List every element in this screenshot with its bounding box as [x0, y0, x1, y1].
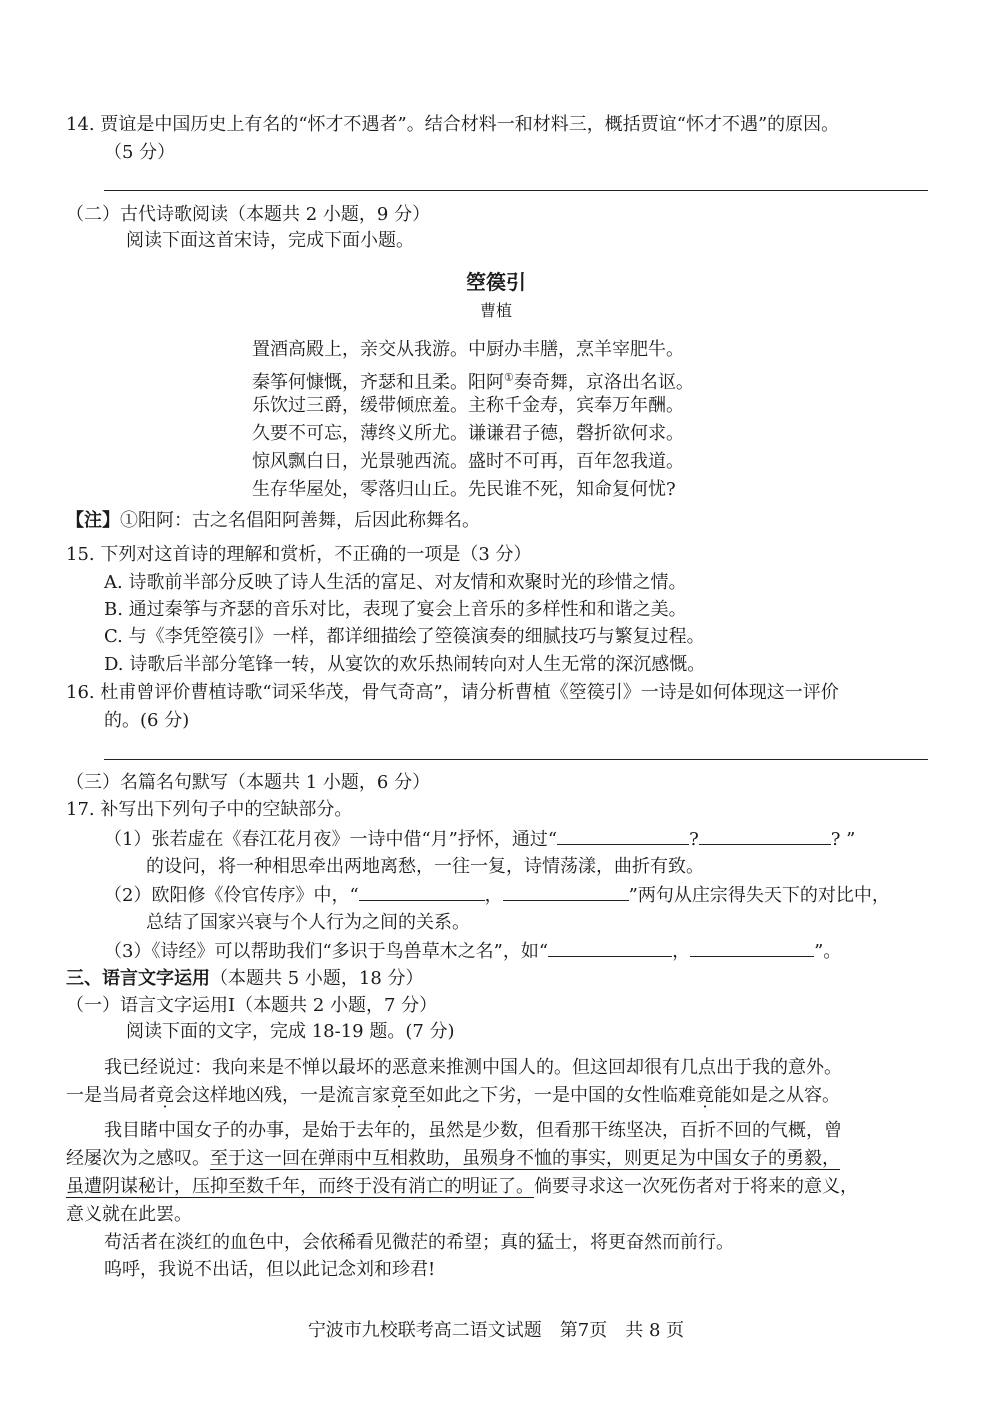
- poem-line-4: 久要不可忘，薄终义所尤。谦谦君子德，磬折欲何求。: [252, 423, 684, 444]
- poem-line-3: 乐饮过三爵，缓带倾庶羞。主称千金寿，宾奉万年酬。: [252, 395, 684, 416]
- q17-stem: 17. 补写出下列句子中的空缺部分。: [66, 799, 353, 820]
- q14-answer-line[interactable]: [104, 190, 928, 191]
- part3-heading: 三、语言文字运用（本题共 5 小题，18 分）: [66, 968, 424, 989]
- underlined-sentence-part2: 虽遭阴谋秘计，压抑至数千年，而终于没有消亡的明证了。: [66, 1176, 534, 1197]
- poem-author: 曹植: [479, 301, 512, 320]
- q17-blank-4[interactable]: [503, 882, 629, 901]
- passage-p1-line2: 一是当局者竟会这样地凶残，一是流言家竟至如此之下劣，一是中国的女性临难竟能如是之从容。: [66, 1085, 840, 1106]
- note-marker: ①: [504, 371, 514, 384]
- poem-title: 箜篌引: [466, 270, 526, 294]
- section2-heading: （二）古代诗歌阅读（本题共 2 小题，9 分）: [66, 204, 431, 225]
- q15-option-c[interactable]: C. 与《李凭箜篌引》一样，都详细描绘了箜篌演奏的细腻技巧与繁复过程。: [104, 626, 705, 647]
- q15-option-b[interactable]: B. 通过秦筝与齐瑟的音乐对比，表现了宴会上音乐的多样性和和谐之美。: [104, 599, 687, 620]
- underlined-sentence-part1: 至于这一回在弹雨中互相救助，虽殒身不恤的事实，则更足为中国女子的勇毅，: [210, 1148, 840, 1169]
- part3-intro: 阅读下面的文字，完成 18-19 题。(7 分): [126, 1021, 455, 1042]
- q14-line2: （5 分）: [104, 142, 176, 163]
- poem-line-1: 置酒高殿上，亲交从我游。中厨办丰膳，烹羊宰肥牛。: [252, 339, 684, 360]
- poem-line-6: 生存华屋处，零落归山丘。先民谁不死，知命复何忧?: [252, 479, 676, 500]
- q17-blank-3[interactable]: [359, 882, 485, 901]
- q17-blank-6[interactable]: [690, 938, 814, 957]
- q14-line1: 14. 贾谊是中国历史上有名的“怀才不遇者”。结合材料一和材料三，概括贾谊“怀才不遇”的原因。: [66, 114, 840, 135]
- q17-blank-2[interactable]: [699, 826, 831, 845]
- q16-line2: 的。(6 分): [104, 710, 190, 731]
- q16-answer-line[interactable]: [104, 759, 928, 760]
- q17-p2-line2: 总结了国家兴衰与个人行为之间的关系。: [146, 912, 470, 933]
- passage-p2-line1: 我目睹中国女子的办事，是始于去年的，虽然是少数，但看那干练坚决，百折不回的气概，曾: [104, 1120, 842, 1141]
- q17-blank-5[interactable]: [548, 938, 672, 957]
- q17-blank-1[interactable]: [557, 826, 689, 845]
- q17-p1-line2: 的设问，将一种相思牵出两地离愁，一往一复，诗情荡漾，曲折有致。: [146, 856, 704, 877]
- passage-p3: 苟活者在淡红的血色中，会依稀看见微茫的希望；真的猛士，将更奋然而前行。: [104, 1232, 734, 1253]
- passage-p2-line4: 意义就在此罢。: [66, 1204, 192, 1225]
- passage-p2-line2: 经屡次为之感叹。至于这一回在弹雨中互相救助，虽殒身不恤的事实，则更足为中国女子的勇毅，: [66, 1148, 840, 1169]
- section3-heading: （三）名篇名句默写（本题共 1 小题，6 分）: [66, 772, 431, 793]
- section2-intro: 阅读下面这首宋诗，完成下面小题。: [126, 230, 414, 251]
- page-footer: 宁波市九校联考高二语文试题 第7页 共 8 页: [307, 1320, 685, 1341]
- passage-p2-line3: 虽遭阴谋秘计，压抑至数千年，而终于没有消亡的明证了。倘要寻求这一次死伤者对于将来的意义，: [66, 1176, 858, 1197]
- poem-note: 【注】①阳阿：古之名倡阳阿善舞，后因此称舞名。: [66, 510, 480, 531]
- q16-line1: 16. 杜甫曾评价曹植诗歌“词采华茂，骨气奇高”，请分析曹植《箜篌引》一诗是如何体现这一评价: [66, 682, 839, 703]
- q17-p2-line1: （2）欧阳修《伶官传序》中，“ ， ”两句从庄宗得失天下的对比中，: [104, 882, 890, 909]
- q15-stem: 15. 下列对这首诗的理解和赏析，不正确的一项是（3 分）: [66, 544, 532, 565]
- q17-p1-line1: （1）张若虚在《春江花月夜》一诗中借“月”抒怀，通过“ ? ? ”: [104, 826, 855, 853]
- q17-p3-line1: （3）《诗经》可以帮助我们“多识于鸟兽草木之名”，如“ ， ”。: [104, 938, 841, 965]
- passage-p1-line1: 我已经说过：我向来是不惮以最坏的恶意来推测中国人的。但这回却很有几点出于我的意外。: [104, 1057, 842, 1078]
- q15-option-d[interactable]: D. 诗歌后半部分笔锋一转，从宴饮的欢乐热闹转向对人生无常的深沉感慨。: [104, 654, 706, 675]
- passage-p4: 呜呼，我说不出话，但以此记念刘和珍君!: [104, 1259, 436, 1280]
- poem-line-2: 秦筝何慷慨，齐瑟和且柔。阳阿①奏奇舞，京洛出名讴。: [252, 371, 694, 393]
- poem-line-5: 惊风飘白日，光景驰西流。盛时不可再，百年忽我道。: [252, 451, 684, 472]
- q15-option-a[interactable]: A. 诗歌前半部分反映了诗人生活的富足、对友情和欢聚时光的珍惜之情。: [104, 572, 687, 593]
- part3-sub-heading: （一）语言文字运用Ⅰ（本题共 2 小题，7 分）: [66, 995, 438, 1016]
